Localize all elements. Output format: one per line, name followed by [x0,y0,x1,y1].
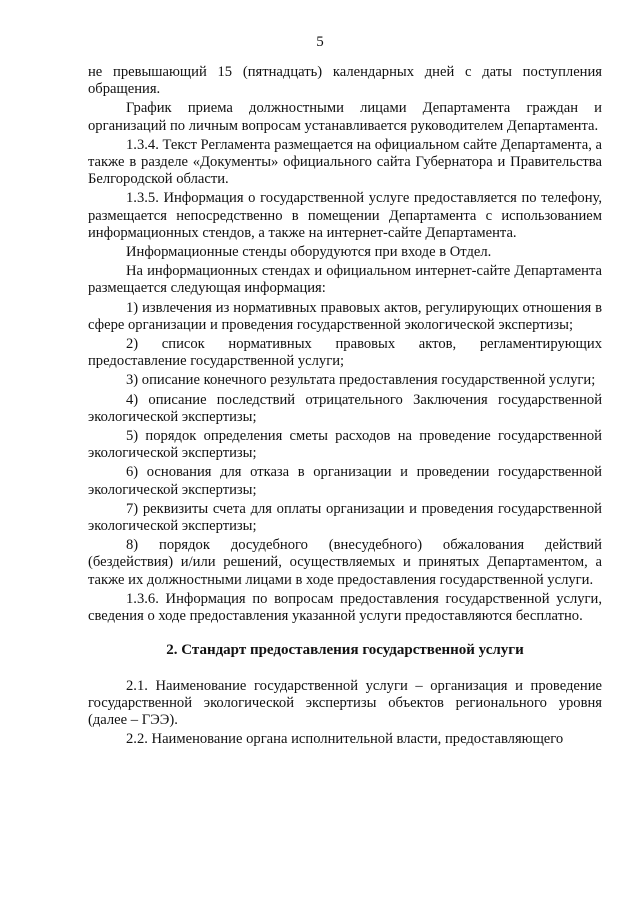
paragraph-1-3-6: 1.3.6. Информация по вопросам предоставления государственной услуги, сведения о ходе предоставления указанной услуги предоставляются бесплатно. [88,590,602,625]
paragraph-info-stands: Информационные стенды оборудуются при входе в Отдел. [126,244,492,261]
paragraph-continuation: не превышающий 15 (пятнадцать) календарных дней с даты поступления обращения. [88,64,602,98]
list-item-6: 6) основания для отказа в организации и проведении государственной экологической экспертизы; [88,464,602,498]
paragraph-info-list-intro: На информационных стендах и официальном интернет-сайте Департамента размещается следующая информация: [88,263,602,297]
list-item-3: 3) описание конечного результата предоставления государственной услуги; [126,372,596,389]
list-item-7: 7) реквизиты счета для оплаты организации и проведения государственной экологической экспертизы; [88,500,602,535]
list-item-4: 4) описание последствий отрицательного Заключения государственной экологической экспертизы; [88,391,602,425]
list-item-8: 8) порядок досудебного (внесудебного) обжалования действий (бездействия) и/или решений, осуществляемых и принятых Департаментом, а также их должностными лицами в ходе предоставления государственной услуги. [88,537,602,588]
paragraph-2-1: 2.1. Наименование государственной услуги – организация и проведение государственной экологической экспертизы объектов регионального уровня (далее – ГЭЭ). [88,677,602,728]
section-heading: 2. Стандарт предоставления государственной услуги [166,642,524,659]
paragraph-1-3-4: 1.3.4. Текст Регламента размещается на официальном сайте Департамента, а также в разделе «Документы» официального сайта Губернатора и Правительства Белгородской области. [88,136,602,188]
list-item-1: 1) извлечения из нормативных правовых актов, регулирующих отношения в сфере организации и проведения государственной экологической экспертизы; [88,299,602,333]
list-item-2: 2) список нормативных правовых актов, регламентирующих предоставление государственной услуги; [88,336,602,370]
document-body [88,64,602,750]
paragraph-reception-schedule: График приема должностными лицами Департамента граждан и организаций по личным вопросам устанавливается руководителем Департамента. [88,100,602,134]
list-item-5: 5) порядок определения сметы расходов на проведение государственной экологической экспертизы; [88,428,602,462]
page-number: 5 [316,34,324,50]
paragraph-2-2: 2.2. Наименование органа исполнительной власти, предоставляющего [126,731,564,748]
paragraph-1-3-5: 1.3.5. Информация о государственной услуге предоставляется по телефону, размещается непосредственно в помещении Департамента с использованием информационных стендов, а также на интернет-сайте Департамента. [88,190,602,241]
